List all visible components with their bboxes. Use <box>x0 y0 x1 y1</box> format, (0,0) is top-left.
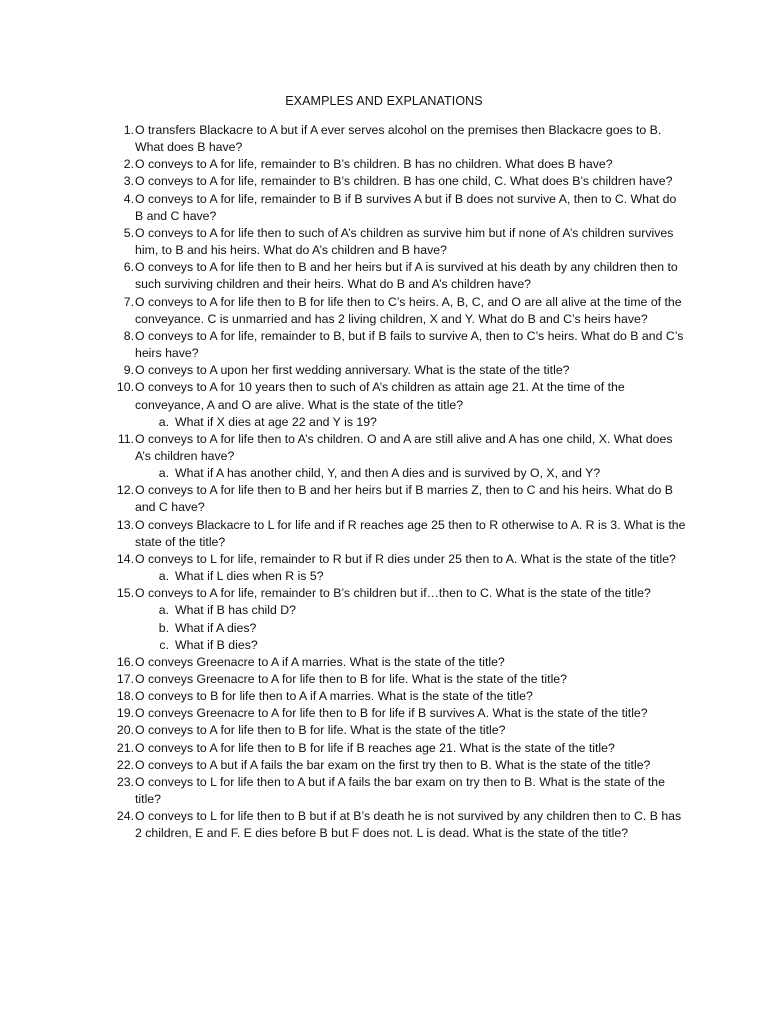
question-number: 9. <box>123 363 134 378</box>
question-text: O conveys to L for life then to B but if at B’s death he is not survived by any children then to C. B has 2 children, E and F. E dies before B but F does not. L is dead. What is the state of the title? <box>135 809 682 841</box>
question-number: 2. <box>123 157 134 172</box>
sub-question-letter: a. <box>158 569 169 584</box>
question-body <box>135 654 686 671</box>
question-body <box>135 362 686 379</box>
question-text: O conveys to A for life, remainder to B’s children but if…then to C. What is the state of the title? <box>135 586 651 601</box>
question-body <box>135 705 686 722</box>
question-text: O conveys Greenacre to A for life then to B for life. What is the state of the title? <box>135 672 567 686</box>
question-item <box>110 808 686 842</box>
question-number: 15. <box>116 586 134 601</box>
sub-question-list <box>135 414 686 431</box>
question-text: O conveys to A for life then to B and her heirs but if B marries Z, then to C and his heirs. What do B and C have? <box>135 483 673 515</box>
sub-question-letter: a. <box>158 466 169 481</box>
question-list <box>110 122 686 843</box>
sub-question-letter: b. <box>158 620 169 635</box>
question-text: O conveys to L for life then to A but if A fails the bar exam on try then to B. What is the state of the title? <box>135 774 665 807</box>
question-body <box>135 688 686 705</box>
question-body <box>135 671 686 688</box>
question-text: O conveys to A for life then to B for life then to C’s heirs. A, B, C, and O are all alive at the time of the conveyance. C is unmarried and has 2 living children, X and Y. What do B and C’s heirs have? <box>135 294 682 326</box>
sub-question-item <box>135 620 686 637</box>
question-body <box>135 482 686 516</box>
question-body <box>135 379 686 430</box>
sub-question-text: What if L dies when R is 5? <box>175 569 324 584</box>
question-number: 17. <box>116 672 134 686</box>
question-body <box>135 431 686 482</box>
question-item <box>110 362 686 379</box>
question-text: O conveys to A for life, remainder to B, but if B fails to survive A, then to C’s heirs. What do B and C’s heirs have? <box>135 328 684 361</box>
question-body <box>135 294 686 328</box>
question-number: 6. <box>123 260 134 275</box>
question-number: 5. <box>123 225 134 240</box>
question-item <box>110 328 686 362</box>
question-item <box>110 225 686 259</box>
question-body <box>135 757 686 774</box>
question-number: 19. <box>116 706 134 721</box>
question-text: O transfers Blackacre to A but if A ever serves alcohol on the premises then Blackacre goes to B. What does B have? <box>135 123 662 155</box>
question-body <box>135 156 686 173</box>
document-title: EXAMPLES AND EXPLANATIONS <box>285 94 483 108</box>
question-number: 1. <box>123 123 134 137</box>
question-item <box>110 774 686 808</box>
question-body <box>135 722 686 739</box>
question-number: 18. <box>116 689 134 704</box>
question-text: O conveys to A for life, remainder to B if B survives A but if B does not survive A, then to C. What do B and C have? <box>135 191 677 223</box>
question-body <box>135 328 686 362</box>
question-text: O conveys to A for life then to such of A’s children as survive him but if none of A’s children survives him, to B and his heirs. What do A’s children and B have? <box>135 225 674 258</box>
question-body <box>135 517 686 551</box>
question-number: 21. <box>116 740 134 755</box>
question-number: 13. <box>116 517 134 532</box>
question-body <box>135 551 686 585</box>
question-number: 16. <box>116 654 134 669</box>
question-item <box>110 294 686 328</box>
question-item <box>110 517 686 551</box>
question-number: 11. <box>117 431 134 446</box>
question-text: O conveys to A for life, remainder to B’s children. B has no children. What does B have? <box>135 157 613 172</box>
sub-question-item <box>135 568 686 585</box>
question-item <box>110 585 686 654</box>
question-body <box>135 585 686 654</box>
question-item <box>110 757 686 774</box>
sub-question-letter: a. <box>158 414 169 429</box>
sub-question-item <box>135 637 686 654</box>
question-number: 10. <box>116 380 134 395</box>
question-number: 22. <box>116 757 134 772</box>
question-body <box>135 122 686 156</box>
question-item <box>110 688 686 705</box>
sub-question-list <box>135 465 686 482</box>
question-text: O conveys to A upon her first wedding anniversary. What is the state of the title? <box>135 363 570 378</box>
question-text: O conveys to A for life, remainder to B’s children. B has one child, C. What does B’s children have? <box>135 174 673 189</box>
question-body <box>135 225 686 259</box>
question-number: 14. <box>116 551 134 566</box>
question-body <box>135 191 686 225</box>
question-body <box>135 740 686 757</box>
question-number: 4. <box>123 191 134 206</box>
question-text: O conveys to A for life then to A’s children. O and A are still alive and A has one child, X. What does A’s children have? <box>135 431 673 463</box>
question-number: 12. <box>116 483 134 498</box>
question-number: 8. <box>123 328 134 343</box>
question-item <box>110 259 686 293</box>
question-item <box>110 173 686 190</box>
sub-question-list <box>135 568 686 585</box>
question-item <box>110 379 686 430</box>
question-item <box>110 431 686 482</box>
question-text: O conveys to B for life then to A if A marries. What is the state of the title? <box>135 689 533 704</box>
question-number: 7. <box>123 294 134 309</box>
question-item <box>110 671 686 688</box>
question-body <box>135 808 686 842</box>
sub-question-text: What if A has another child, Y, and then A dies and is survived by O, X, and Y? <box>175 466 601 481</box>
question-item <box>110 191 686 225</box>
sub-question-letter: c. <box>159 637 169 652</box>
question-text: O conveys to A for life then to B for life if B reaches age 21. What is the state of the title? <box>135 740 615 755</box>
question-text: O conveys Greenacre to A if A marries. What is the state of the title? <box>135 654 505 669</box>
sub-question-item <box>135 414 686 431</box>
question-number: 20. <box>116 723 134 738</box>
question-number: 23. <box>116 774 134 789</box>
sub-question-text: What if B has child D? <box>175 603 296 618</box>
question-body <box>135 259 686 293</box>
question-item <box>110 122 686 156</box>
question-item <box>110 156 686 173</box>
sub-question-text: What if B dies? <box>175 637 258 652</box>
question-text: O conveys to A but if A fails the bar exam on the first try then to B. What is the state of the title? <box>135 757 651 772</box>
question-number: 24. <box>116 809 134 824</box>
question-number: 3. <box>123 174 134 189</box>
question-text: O conveys to A for life then to B for life. What is the state of the title? <box>135 723 506 738</box>
question-text: O conveys to A for life then to B and her heirs but if A is survived at his death by any children then to such surviving children and their heirs. What do B and A’s children have? <box>135 260 678 292</box>
question-item <box>110 654 686 671</box>
question-body <box>135 774 686 808</box>
question-text: O conveys Blackacre to L for life and if R reaches age 25 then to R otherwise to A. R is 3. What is the state of the title? <box>135 517 686 549</box>
question-item <box>110 482 686 516</box>
question-item <box>110 722 686 739</box>
sub-question-letter: a. <box>158 603 169 618</box>
sub-question-list <box>135 602 686 653</box>
question-body <box>135 173 686 190</box>
question-item <box>110 551 686 585</box>
question-item <box>110 740 686 757</box>
question-item <box>110 705 686 722</box>
question-text: O conveys to A for 10 years then to such of A’s children as attain age 21. At the time of the conveyance, A and O are alive. What is the state of the title? <box>135 380 625 412</box>
sub-question-text: What if A dies? <box>175 620 257 635</box>
question-text: O conveys Greenacre to A for life then to B for life if B survives A. What is the state of the title? <box>135 706 648 721</box>
sub-question-item <box>135 465 686 482</box>
question-text: O conveys to L for life, remainder to R but if R dies under 25 then to A. What is the state of the title? <box>135 551 676 566</box>
sub-question-text: What if X dies at age 22 and Y is 19? <box>175 414 377 429</box>
sub-question-item <box>135 602 686 619</box>
